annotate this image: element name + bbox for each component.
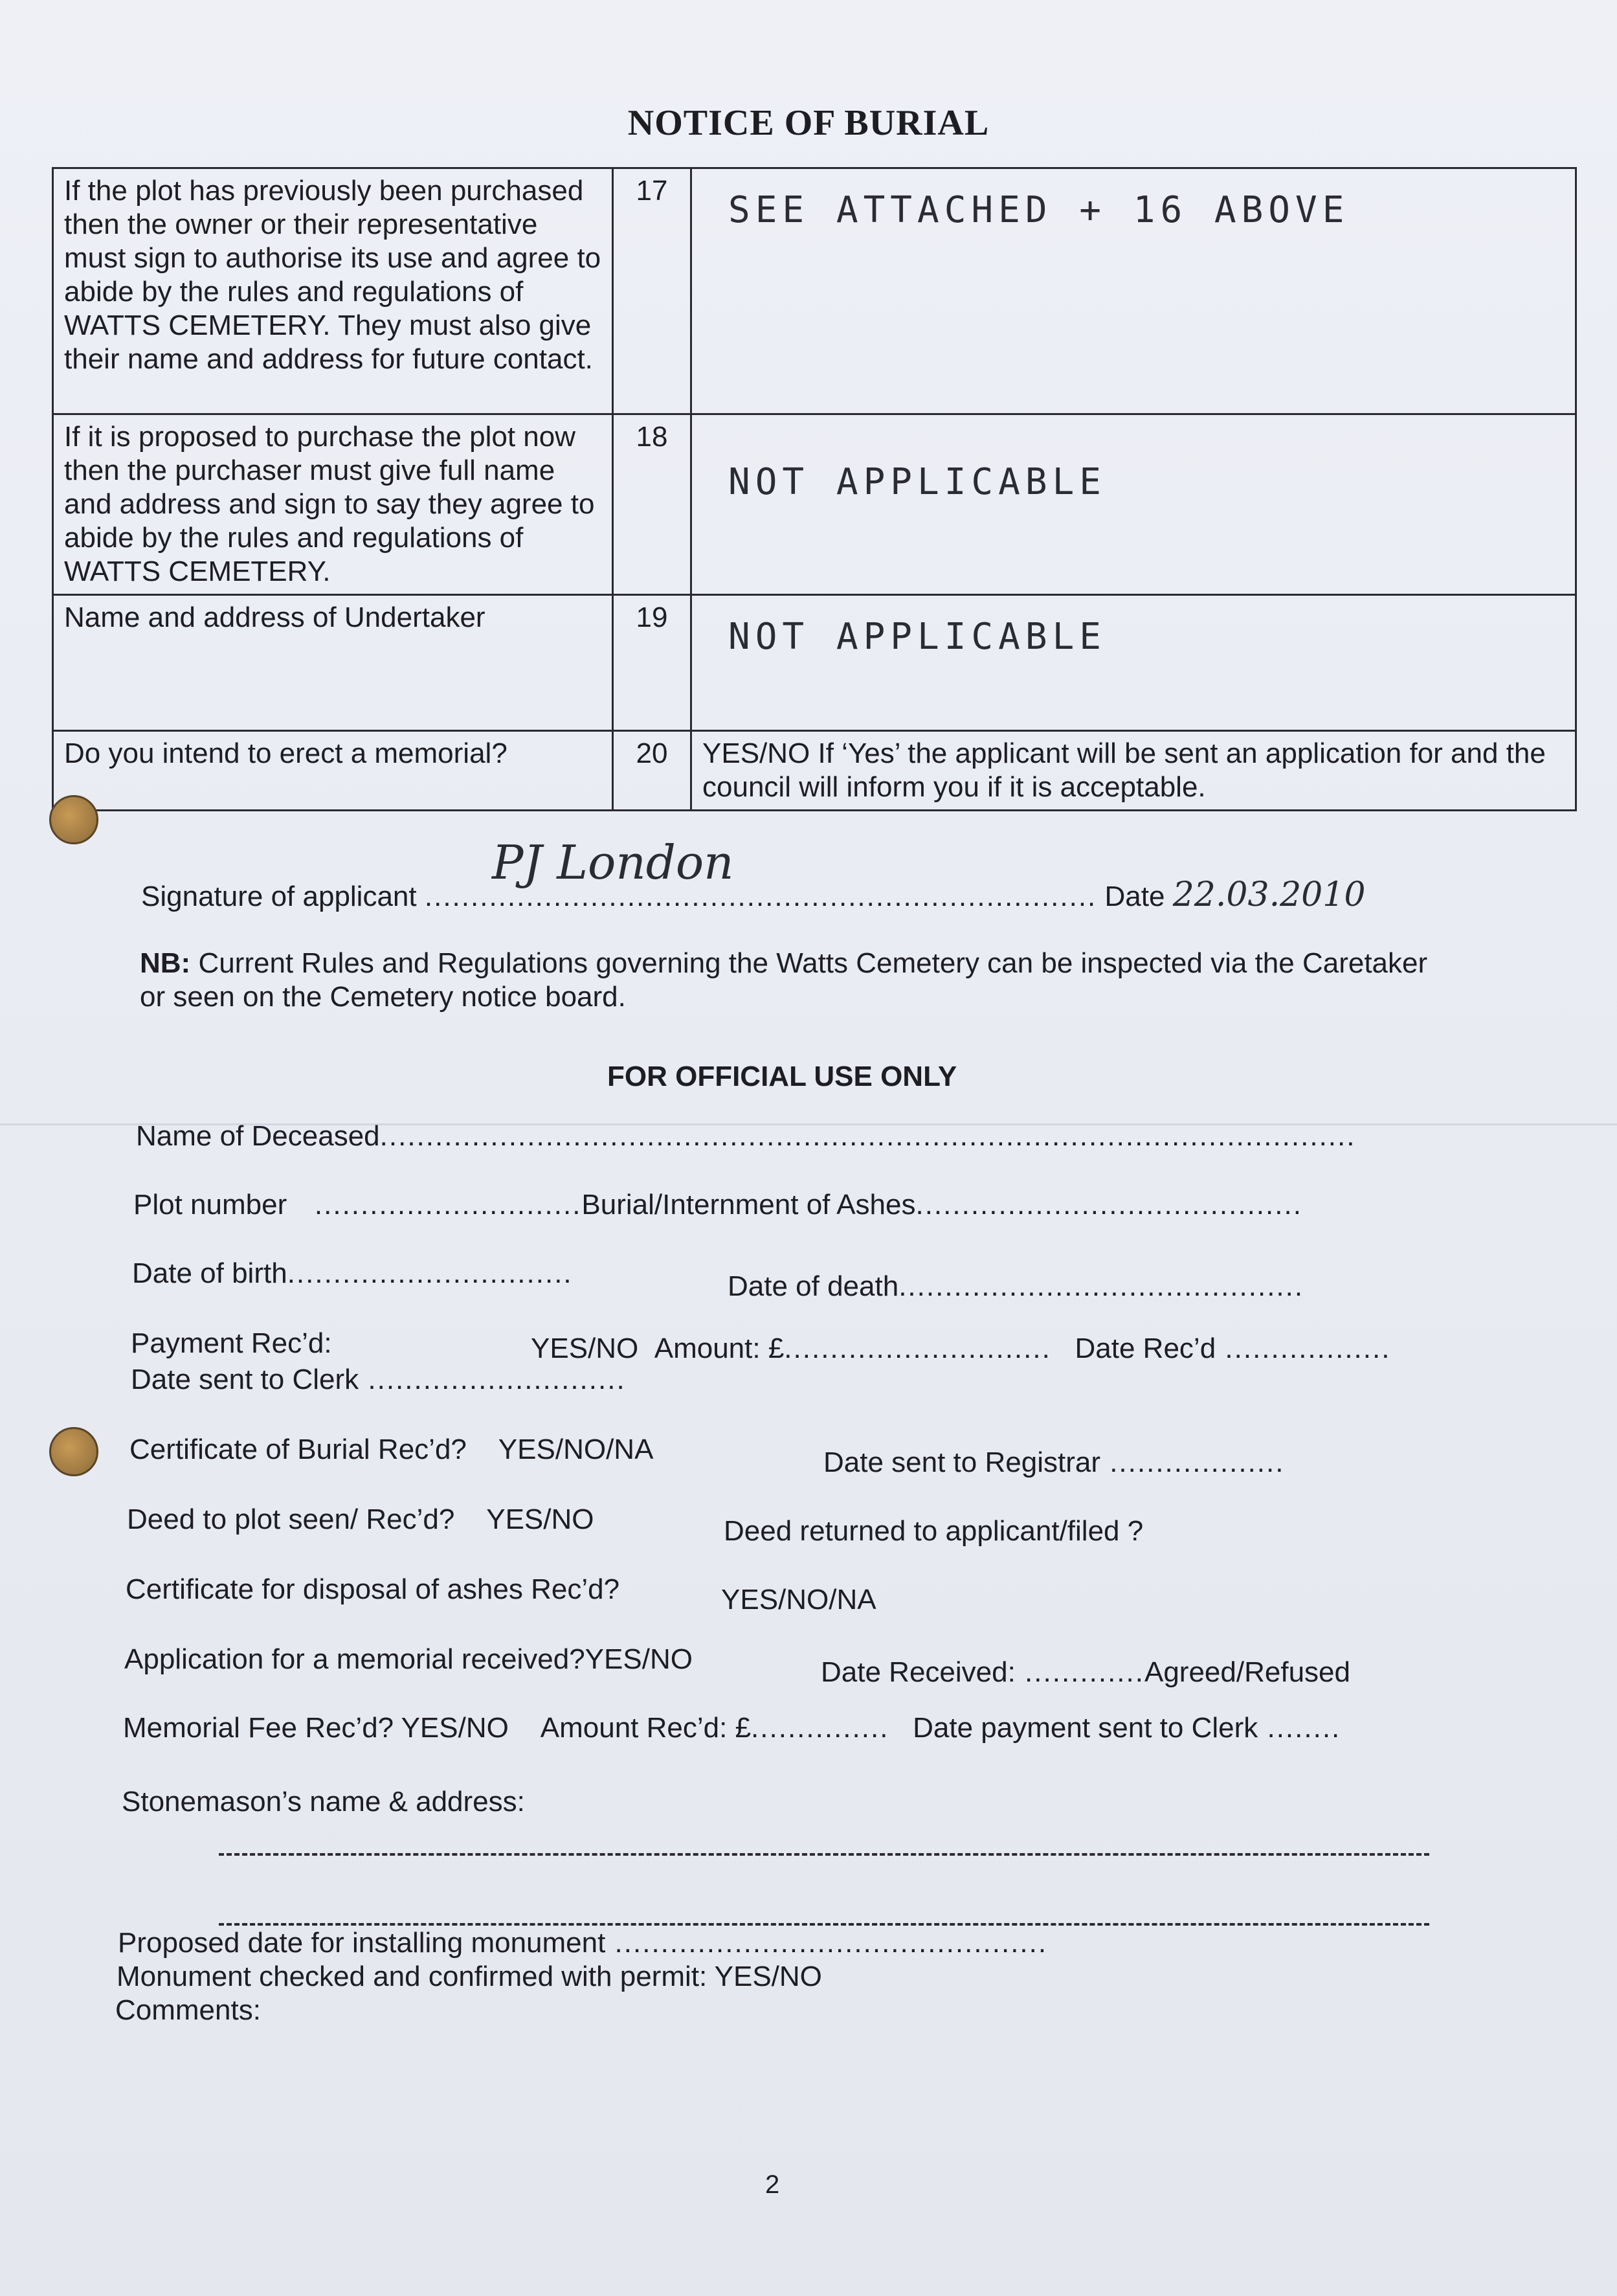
cert-ashes-row: Certificate for disposal of ashes Rec’d? [126, 1573, 620, 1605]
answer-cell[interactable]: YES/NO If ‘Yes’ the applicant will be sent an application for and the council will inform you if it is acceptable. [691, 731, 1576, 811]
comments-label: Comments: [115, 1994, 261, 2026]
date-received-row: Date Received: .............Agreed/Refused [821, 1656, 1350, 1688]
nb-note: NB: Current Rules and Regulations governing the Watts Cemetery can be inspected via the Caretaker or seen on the Cemetery notice board. [140, 947, 1428, 1013]
cert-ashes-yn: YES/NO/NA [721, 1584, 876, 1615]
memorial-fee-row: Memorial Fee Rec’d? YES/NO Amount Rec’d: £............... Date payment sent to Clerk ........ [123, 1712, 1341, 1744]
answer-cell[interactable] [691, 595, 1576, 731]
deed-returned: Deed returned to applicant/filed ? [724, 1515, 1144, 1547]
payment-label: Payment Rec’d: [131, 1327, 332, 1359]
table-row [53, 595, 1576, 731]
signature-row: Signature of applicant ......................................................................... Date 22.03.2010 [141, 875, 1366, 914]
signature-label: Signature of applicant [141, 881, 417, 912]
registrar-row: Date sent to Registrar ................... [823, 1446, 1285, 1478]
payment-row: YES/NO Amount: £............................. Date Rec’d .................. [531, 1333, 1391, 1364]
dod-field: Date of death............................................ [728, 1270, 1304, 1302]
row-number: 20 [613, 731, 691, 811]
stonemason-line[interactable] [219, 1923, 1429, 1926]
page-number: 2 [765, 2170, 780, 2199]
deed-row: Deed to plot seen/ Rec’d? YES/NO [127, 1503, 594, 1535]
applicant-signature[interactable]: PJ London [492, 835, 734, 890]
question-cell: If it is proposed to purchase the plot now then the purchaser must give full name and address and sign to say they agree to abide by the rules and regulations of WATTS CEMETERY. [53, 414, 613, 595]
table-row [53, 414, 1576, 595]
proposed-date-row: Proposed date for installing monument ............................................... [118, 1927, 1048, 1959]
stonemason-label: Stonemason’s name & address: [122, 1786, 525, 1818]
row-number: 18 [613, 414, 691, 595]
question-cell: Name and address of Undertaker [53, 595, 613, 731]
name-deceased-row: Name of Deceased.......................................................................................................... [136, 1120, 1356, 1152]
row-number: 19 [613, 595, 691, 731]
official-heading: FOR OFFICIAL USE ONLY [607, 1061, 957, 1092]
answer-cell[interactable] [691, 168, 1576, 414]
stonemason-line[interactable] [219, 1853, 1429, 1856]
handwritten-answer: NOT APPLICABLE [728, 616, 1107, 658]
punch-hole [49, 1427, 98, 1476]
plot-row: Plot number .............................Burial/Internment of Ashes.......................................... [133, 1189, 1302, 1221]
table-row [53, 731, 1576, 811]
handwritten-answer: NOT APPLICABLE [728, 461, 1107, 503]
memorial-app-row: Application for a memorial received?YES/NO [124, 1643, 693, 1675]
punch-hole [49, 795, 98, 844]
question-cell: If the plot has previously been purchased then the owner or their representative must sign to authorise its use and agree to abide by the rules and regulations of WATTS CEMETERY. They must also give their name and address for future contact. [53, 168, 613, 414]
question-cell: Do you intend to erect a memorial? [53, 731, 613, 811]
row-number: 17 [613, 168, 691, 414]
cert-burial-row: Certificate of Burial Rec’d? YES/NO/NA [129, 1434, 654, 1465]
date-value[interactable]: 22.03.2010 [1172, 875, 1366, 914]
date-clerk-row: Date sent to Clerk ............................ [131, 1364, 626, 1395]
handwritten-answer: SEE ATTACHED + 16 ABOVE [728, 189, 1350, 231]
dob-field: Date of birth............................... [132, 1257, 573, 1289]
monument-checked: Monument checked and confirmed with permit: YES/NO [117, 1961, 822, 1992]
date-label: Date [1104, 881, 1165, 912]
table-row [53, 168, 1576, 414]
burial-form-table [52, 167, 1577, 811]
page-title: NOTICE OF BURIAL [627, 103, 990, 143]
answer-cell[interactable] [691, 414, 1576, 595]
